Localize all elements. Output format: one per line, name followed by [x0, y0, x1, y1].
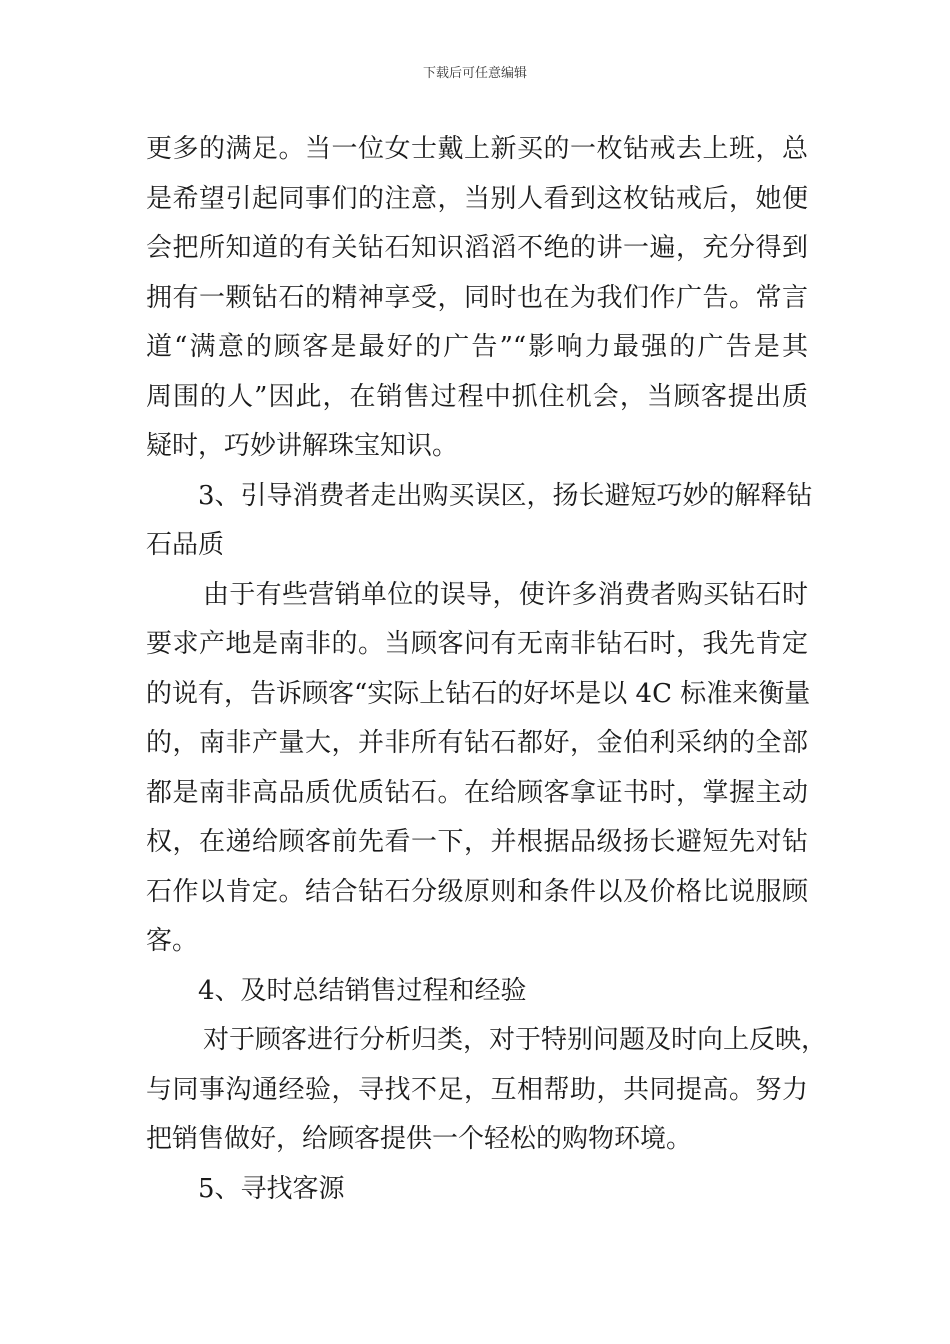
text-line: 是希望引起同事们的注意，当别人看到这枚钻戒后，她便	[146, 183, 808, 214]
text-line: 的说有，告诉顾客“实际上钻石的好坏是以 4C 标准来衡量	[146, 678, 811, 709]
paragraph	[146, 571, 811, 967]
text-line: 对于顾客进行分析归类，对于特别问题及时向上反映，	[203, 1025, 828, 1055]
text-line: 石品质	[146, 530, 225, 560]
paragraph	[146, 125, 808, 472]
text-line: 与同事沟通经验，寻找不足，互相帮助，共同提高。努力	[146, 1074, 808, 1105]
text-line: 客。	[146, 926, 199, 956]
text-line: 的，南非产量大，并非所有钻石都好，金伯利采纳的全部	[146, 728, 808, 758]
text-line: 周围的人”因此，在销售过程中抓住机会，当顾客提出质	[146, 381, 808, 412]
text-line: 5、寻找客源	[198, 1173, 345, 1204]
page-header: 下载后可任意编辑	[422, 66, 527, 81]
text-line: 都是南非高品质优质钻石。在给顾客拿证书时，掌握主动	[146, 777, 808, 808]
section-heading	[146, 472, 813, 571]
section-heading	[146, 967, 808, 1017]
text-line: 3、引导消费者走出购买误区，扬长避短巧妙的解释钻	[198, 480, 813, 511]
text-line: 4、及时总结销售过程和经验	[198, 975, 527, 1006]
text-line: 石作以肯定。结合钻石分级原则和条件以及价格比说服顾	[146, 876, 808, 907]
section-heading	[146, 1165, 808, 1215]
text-line: 权，在递给顾客前先看一下，并根据品级扬长避短先对钻	[146, 827, 808, 857]
text-line: 把销售做好，给顾客提供一个轻松的购物环境。	[146, 1124, 693, 1154]
text-line: 道“满意的顾客是最好的广告”“影响力最强的广告是其	[146, 332, 808, 362]
text-line: 拥有一颗钻石的精神享受，同时也在为我们作广告。常言	[146, 282, 808, 313]
document-body	[146, 125, 828, 1214]
text-line: 由于有些营销单位的误导，使许多消费者购买钻石时	[203, 579, 808, 610]
text-line: 疑时，巧妙讲解珠宝知识。	[146, 431, 459, 461]
paragraph	[146, 1016, 828, 1165]
text-line: 更多的满足。当一位女士戴上新买的一枚钻戒去上班，总	[146, 134, 808, 164]
text-line: 要求产地是南非的。当顾客问有无南非钻石时，我先肯定	[146, 629, 808, 659]
text-line: 会把所知道的有关钻石知识滔滔不绝的讲一遍，充分得到	[146, 233, 808, 263]
